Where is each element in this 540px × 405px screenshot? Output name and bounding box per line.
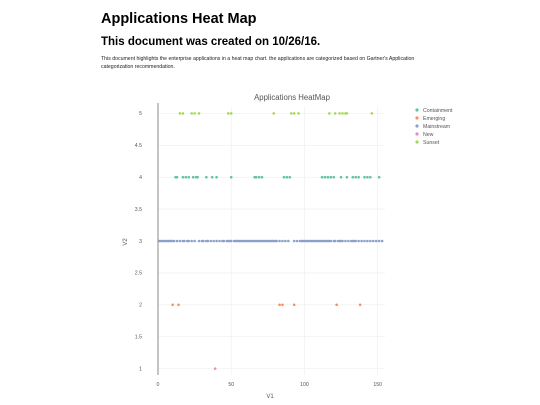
data-point bbox=[286, 176, 289, 179]
data-point bbox=[338, 112, 341, 115]
data-point bbox=[359, 304, 362, 307]
legend-label: New bbox=[423, 131, 434, 138]
y-tick-label: 2 bbox=[139, 302, 142, 309]
data-point bbox=[330, 240, 333, 243]
data-point bbox=[335, 304, 338, 307]
data-point bbox=[187, 176, 190, 179]
data-point bbox=[258, 176, 261, 179]
data-point bbox=[281, 240, 284, 243]
data-point bbox=[218, 240, 221, 243]
data-point bbox=[334, 112, 337, 115]
data-point bbox=[283, 176, 286, 179]
data-point bbox=[296, 240, 299, 243]
data-point bbox=[187, 240, 190, 243]
y-axis-ticks bbox=[135, 111, 142, 372]
data-point bbox=[357, 176, 360, 179]
data-point bbox=[366, 240, 369, 243]
legend-label: Mainstream bbox=[423, 123, 451, 130]
data-point bbox=[182, 176, 185, 179]
data-point bbox=[185, 176, 188, 179]
data-point bbox=[346, 176, 349, 179]
data-point bbox=[327, 176, 330, 179]
y-tick-label: 1 bbox=[139, 366, 142, 373]
data-point bbox=[230, 112, 233, 115]
data-point bbox=[179, 112, 182, 115]
data-point bbox=[328, 112, 331, 115]
data-point bbox=[340, 176, 343, 179]
data-point bbox=[173, 240, 176, 243]
data-point bbox=[321, 176, 324, 179]
data-point bbox=[205, 176, 208, 179]
data-point bbox=[360, 240, 363, 243]
data-point bbox=[202, 240, 205, 243]
x-tick-label: 0 bbox=[156, 382, 160, 388]
chart-title: Applications HeatMap bbox=[254, 93, 330, 102]
legend-marker bbox=[415, 140, 418, 143]
data-point bbox=[196, 176, 199, 179]
chart-legend bbox=[415, 108, 453, 146]
data-point bbox=[176, 240, 179, 243]
data-point bbox=[363, 240, 366, 243]
data-point bbox=[346, 112, 349, 115]
data-point bbox=[330, 176, 333, 179]
data-point bbox=[378, 240, 381, 243]
data-point bbox=[347, 240, 350, 243]
data-point bbox=[177, 304, 180, 307]
data-point bbox=[357, 240, 360, 243]
data-point bbox=[372, 240, 375, 243]
data-point bbox=[192, 176, 195, 179]
data-point bbox=[198, 112, 201, 115]
data-point bbox=[193, 112, 196, 115]
legend-marker bbox=[415, 124, 418, 127]
data-point bbox=[287, 240, 290, 243]
data-point bbox=[332, 176, 335, 179]
data-point bbox=[371, 112, 374, 115]
x-axis-label: V1 bbox=[266, 394, 274, 400]
data-point bbox=[272, 112, 275, 115]
data-point bbox=[297, 112, 300, 115]
data-point bbox=[378, 176, 381, 179]
document-subtitle: This document was created on 10/26/16. bbox=[101, 36, 321, 48]
data-point bbox=[193, 240, 196, 243]
y-tick-label: 2.5 bbox=[134, 270, 142, 277]
data-point bbox=[293, 240, 296, 243]
data-point bbox=[227, 112, 230, 115]
legend-marker bbox=[415, 116, 418, 119]
x-tick-label: 100 bbox=[300, 382, 309, 388]
y-tick-label: 3.5 bbox=[134, 206, 142, 213]
x-tick-label: 150 bbox=[373, 382, 383, 388]
data-point bbox=[289, 176, 292, 179]
y-tick-label: 5 bbox=[139, 111, 142, 118]
data-point bbox=[369, 240, 372, 243]
data-point bbox=[293, 112, 296, 115]
data-point bbox=[334, 240, 337, 243]
legend-label: Emerging bbox=[423, 115, 446, 122]
data-point bbox=[255, 176, 258, 179]
data-point bbox=[375, 240, 378, 243]
y-tick-label: 1.5 bbox=[134, 334, 142, 341]
data-point bbox=[351, 176, 354, 179]
chart-points bbox=[158, 112, 383, 370]
data-point bbox=[183, 240, 186, 243]
document-description: This document highlights the enterprise applications in a heat map chart. the applications are categorized based on Gartner's Application categorization recommendation. bbox=[101, 56, 415, 70]
data-point bbox=[363, 176, 366, 179]
data-point bbox=[369, 176, 372, 179]
data-point bbox=[354, 176, 357, 179]
y-axis-label: V2 bbox=[123, 238, 129, 246]
document-title: Applications Heat Map bbox=[101, 11, 257, 27]
data-point bbox=[215, 176, 218, 179]
data-point bbox=[230, 176, 233, 179]
data-point bbox=[190, 240, 193, 243]
data-point bbox=[366, 176, 369, 179]
series-new bbox=[214, 367, 217, 370]
data-point bbox=[281, 304, 284, 307]
data-point bbox=[190, 112, 193, 115]
data-point bbox=[381, 240, 384, 243]
data-point bbox=[171, 304, 174, 307]
legend-label: Sunset bbox=[423, 139, 440, 146]
y-tick-label: 3 bbox=[139, 238, 142, 245]
legend-marker bbox=[415, 132, 418, 135]
data-point bbox=[261, 176, 264, 179]
data-point bbox=[176, 176, 179, 179]
data-point bbox=[212, 240, 215, 243]
data-point bbox=[341, 240, 344, 243]
x-axis-ticks bbox=[157, 382, 383, 388]
data-point bbox=[209, 240, 212, 243]
data-point bbox=[278, 304, 281, 307]
data-point bbox=[344, 240, 347, 243]
data-point bbox=[293, 304, 296, 307]
series-mainstream bbox=[158, 240, 383, 243]
legend-marker bbox=[415, 108, 418, 111]
data-point bbox=[179, 240, 182, 243]
data-point bbox=[223, 240, 226, 243]
y-tick-label: 4 bbox=[139, 174, 142, 181]
data-point bbox=[341, 112, 344, 115]
data-point bbox=[290, 112, 293, 115]
data-point bbox=[275, 240, 278, 243]
data-point bbox=[230, 240, 233, 243]
data-point bbox=[215, 240, 218, 243]
data-point bbox=[206, 240, 209, 243]
data-point bbox=[198, 240, 201, 243]
data-point bbox=[211, 176, 214, 179]
x-tick-label: 50 bbox=[228, 382, 235, 388]
data-point bbox=[354, 240, 357, 243]
data-point bbox=[182, 112, 185, 115]
data-point bbox=[324, 176, 327, 179]
legend-label: Containment bbox=[423, 107, 453, 114]
data-point bbox=[284, 240, 287, 243]
data-point bbox=[214, 367, 217, 370]
y-tick-label: 4.5 bbox=[134, 143, 142, 150]
data-point bbox=[278, 240, 281, 243]
